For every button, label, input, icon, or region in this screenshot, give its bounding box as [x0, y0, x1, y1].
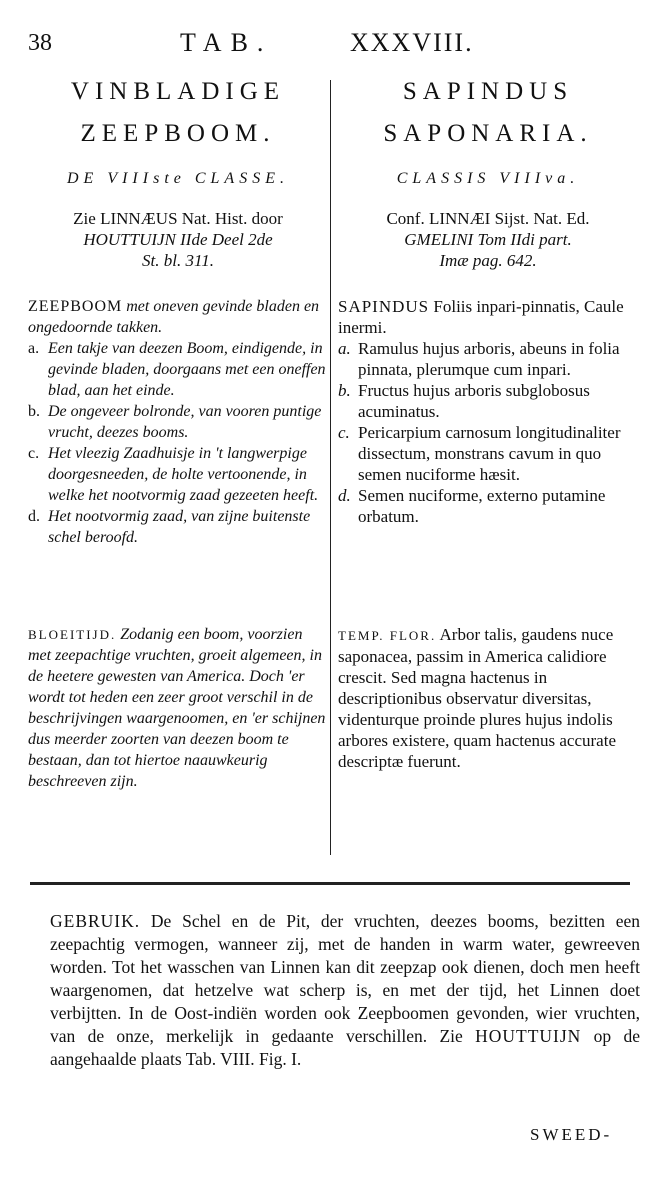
left-flowering: [28, 624, 328, 792]
right-ref-line2: GMELINI Tom IIdi part.: [404, 230, 572, 249]
plate-label: TAB.: [180, 28, 273, 57]
right-ref-line1: Conf. LINNÆI Sijst. Nat. Ed.: [386, 209, 590, 228]
right-lead-text: Foliis inpari-pinnatis, Caule inermi.: [338, 297, 624, 337]
right-reference: [338, 208, 638, 271]
left-ref-line1: Zie LINNÆUS Nat. Hist. door: [73, 209, 283, 228]
left-item-d: [28, 506, 328, 548]
right-title-line1: SAPINDUS: [402, 78, 574, 105]
left-ref-line3: St. bl. 311.: [142, 251, 214, 270]
left-title-line2: ZEEPBOOM.: [80, 120, 276, 147]
left-lead-text: met oneven gevinde bladen en ongedoornde takken.: [28, 298, 320, 336]
left-item-b: [28, 401, 328, 443]
left-lead: [28, 296, 328, 338]
item-label: d.: [28, 508, 40, 525]
item-text: Het vleezig Zaadhuisje in 't langwerpige doorgesneeden, de holte vertoonende, in welke het nootvormig zaad gezeeten heeft.: [48, 445, 319, 504]
item-label: c.: [28, 445, 40, 462]
left-flowering-label: BLOEITIJD.: [28, 627, 117, 642]
usage-label: GEBRUIK.: [50, 911, 141, 931]
left-description: [28, 296, 328, 548]
item-label: c.: [338, 423, 350, 442]
usage-text: De Schel en de Pit, der vruchten, deezes booms, bezitten een zeepachtig vermogen, wanneer zij, met de handen in warm water, gewreeven worden. Tot het wasschen van Linnen kan dit zeepzap ook dienen, doch men heeft waargenomen, dat hetzelve wat scherp is, en met der tijd, het Linnen doet verbijtten. In de Oost-indiën worden ook Zeepboomen gevonden, wier vruchten, van de onze, merkelijk in gedaante verschillen. Zie: [50, 911, 640, 1046]
right-lead: [338, 296, 638, 338]
right-title-line2: SAPONARIA.: [383, 120, 593, 147]
item-label: d.: [338, 486, 351, 505]
left-title-line1: VINBLADIGE: [70, 78, 286, 105]
item-text: Het nootvormig zaad, van zijne buitenste schel beroofd.: [48, 508, 311, 546]
right-flowering: [338, 624, 638, 772]
right-item-a: [338, 338, 638, 380]
item-label: a.: [28, 340, 40, 357]
right-flowering-text: Arbor talis, gaudens nuce saponacea, passim in America calidiore crescit. Sed magna hactenus in descriptionibus observatur diversitas, videnturque proinde plures hujus indolis arbores existere, quam hactenus accurate descriptæ fuerunt.: [338, 625, 616, 771]
usage-ref-name: HOUTTUIJN: [475, 1026, 582, 1046]
page-number: 38: [28, 30, 52, 56]
left-item-a: [28, 338, 328, 401]
right-description: [338, 296, 638, 527]
item-text: De ongeveer bolronde, van vooren puntige vrucht, deezes booms.: [48, 403, 322, 441]
item-label: a.: [338, 339, 351, 358]
right-ref-line3: Imæ pag. 642.: [439, 251, 537, 270]
section-rule: [30, 882, 630, 885]
usage-ref-rest: op de aangehaalde plaats Tab. VIII. Fig. I.: [50, 1026, 640, 1069]
left-class-line: DE VIIIste CLASSE.: [67, 170, 289, 187]
column-divider: [330, 80, 331, 855]
right-lead-word: SAPINDUS: [338, 297, 430, 316]
left-ref-line2: HOUTTUIJN IIde Deel 2de: [83, 230, 273, 249]
usage-body: [50, 910, 640, 1071]
item-label: b.: [338, 381, 351, 400]
usage-paragraph: [50, 910, 640, 1071]
item-label: b.: [28, 403, 40, 420]
right-item-c: [338, 422, 638, 485]
item-text: Een takje van deezen Boom, eindigende, in gevinde bladen, doorgaans met een oneffen blad, aan het einde.: [48, 340, 326, 399]
right-item-d: [338, 485, 638, 527]
right-class-line: CLASSIS VIIIva.: [396, 170, 580, 187]
left-lead-word: ZEEPBOOM: [28, 298, 123, 315]
left-flowering-text: Zodanig een boom, voorzien met zeepachtige vruchten, groeit algemeen, in de heetere gewesten van America. Doch 'er wordt tot heden een zeer groot verschil in de beschrijvingen waargenoomen, en 'er schijnen dus meerder zoorten van deezen boom te bestaan, dan tot hiertoe naauwkeurig beschreeven zijn.: [28, 626, 326, 790]
item-text: Ramulus hujus arboris, abeuns in folia pinnata, plerumque cum inpari.: [358, 339, 620, 379]
item-text: Pericarpium carnosum longitudinaliter dissectum, monstrans cavum in quo semen nuciforme hæsit.: [358, 423, 621, 484]
left-reference: [28, 208, 328, 271]
catchword: SWEED-: [530, 1125, 613, 1144]
left-item-c: [28, 443, 328, 506]
item-text: Semen nuciforme, externo putamine orbatum.: [358, 486, 606, 526]
plate-number: XXXVIII.: [350, 28, 474, 57]
right-item-b: [338, 380, 638, 422]
item-text: Fructus hujus arboris subglobosus acuminatus.: [358, 381, 590, 421]
right-flowering-label: TEMP. FLOR.: [338, 628, 437, 643]
